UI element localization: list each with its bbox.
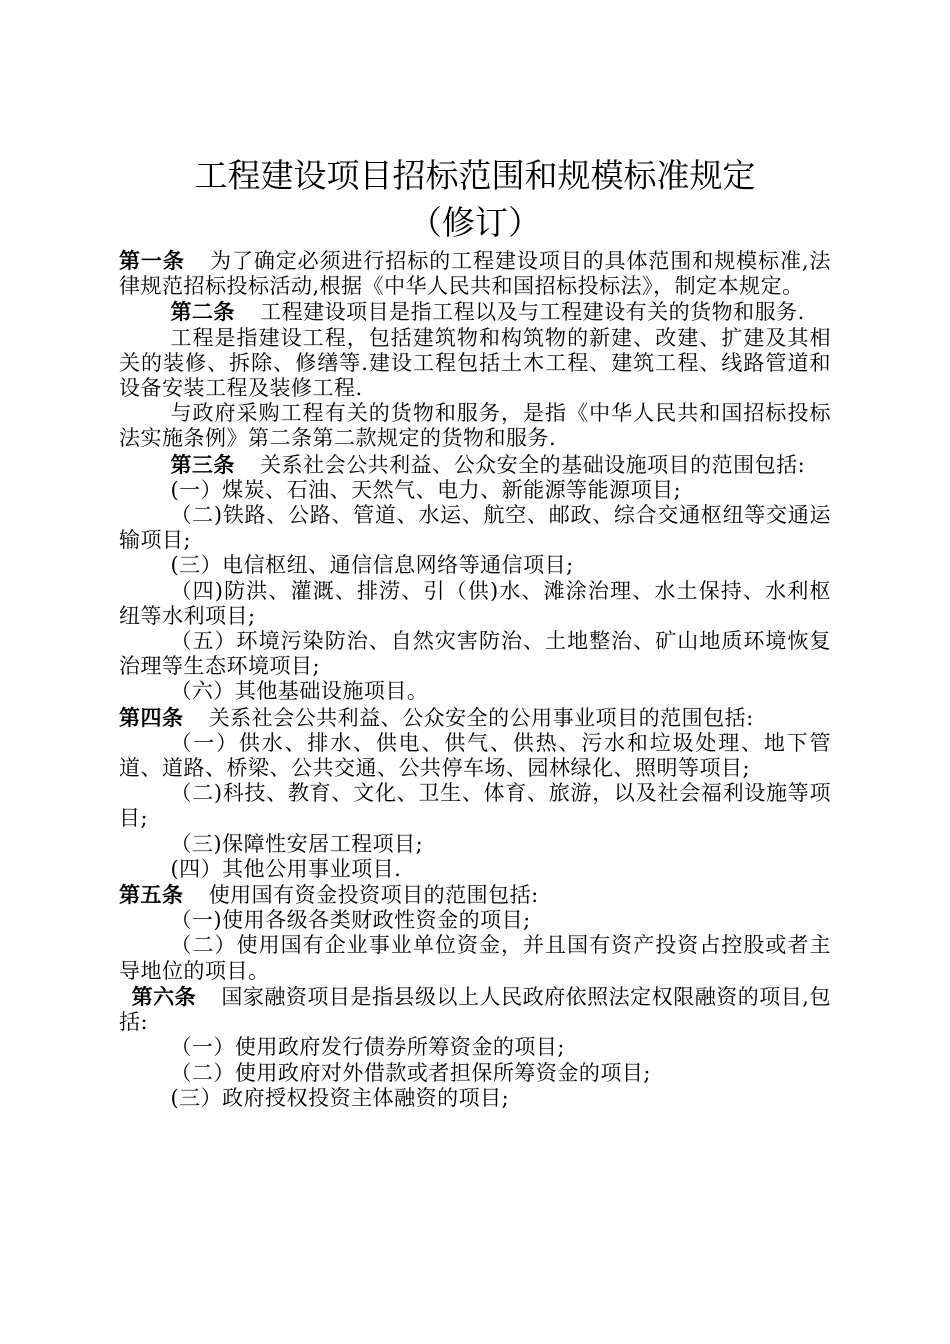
paragraph: 工程是指建设工程，包括建筑物和构筑物的新建、改建、扩建及其相关的装修、拆除、修缮等.建设工程包括土木工程、建筑工程、线路管道和设备安装工程及装修工程.	[119, 325, 831, 401]
list-item: （二)铁路、公路、管道、水运、航空、邮政、综合交通枢纽等交通运输项目;	[119, 503, 831, 553]
paragraph: 与政府采购工程有关的货物和服务，是指《中华人民共和国招标投标法实施条例》第二条第二款规定的货物和服务.	[119, 401, 831, 451]
article-5	[119, 882, 831, 908]
list-item: （一)使用各级各类财政性资金的项目;	[170, 908, 531, 933]
article-label: 第二条	[170, 299, 235, 325]
list-item: （三)保障性安居工程项目;	[170, 831, 424, 856]
document-title: 工程建设项目招标范围和规模标准规定	[194, 156, 756, 195]
article-text: 使用国有资金投资项目的范围包括:	[208, 883, 539, 908]
list-item: （二）使用政府对外借款或者担保所筹资金的项目;	[170, 1060, 652, 1085]
article-text: 工程建设项目是指工程以及与工程建设有关的货物和服务.	[260, 300, 805, 325]
list-item: （六）其他基础设施项目。	[170, 679, 429, 704]
article-text: 关系社会公共利益、公众安全的基础设施项目的范围包括:	[260, 452, 806, 477]
article-1	[119, 248, 831, 299]
list-item: (四）其他公用事业项目.	[170, 856, 402, 881]
list-item: （五）环境污染防治、自然灾害防治、土地整治、矿山地质环境恢复治理等生态环境项目;	[119, 629, 831, 679]
list-item: （一）使用政府发行债券所筹资金的项目;	[170, 1035, 566, 1060]
list-item: (一）煤炭、石油、天然气、电力、新能源等能源项目;	[170, 477, 682, 502]
article-label: 第三条	[170, 451, 235, 477]
list-item: (三）政府授权投资主体融资的项目;	[170, 1085, 510, 1110]
list-item: (三）电信枢纽、通信信息网络等通信项目;	[170, 553, 574, 578]
article-4	[119, 705, 831, 731]
document-subtitle: （修订）	[409, 203, 541, 242]
list-item: （一）供水、排水、供电、供气、供热、污水和垃圾处理、地下管道、道路、桥梁、公共交通、公共停车场、园林绿化、照明等项目;	[119, 730, 831, 781]
article-label: 第四条	[119, 704, 184, 730]
article-text: 关系社会公共利益、公众安全的公用事业项目的范围包括:	[208, 705, 754, 730]
article-label: 第一条	[119, 248, 185, 273]
article-6	[119, 984, 831, 1035]
article-text: 国家融资项目是指县级以上人民政府依照法定权限融资的项目,包括:	[119, 984, 831, 1035]
document-body	[119, 248, 831, 1111]
article-label: 第五条	[119, 882, 184, 908]
list-item: （四)防洪、灌溉、排涝、引（供)水、滩涂治理、水土保持、水利枢纽等水利项目;	[119, 578, 831, 628]
article-text: 为了确定必须进行招标的工程建设项目的具体范围和规模标准,法律规范招标投标活动,根据《中华人民共和国招标投标法》，制定本规定。	[119, 249, 831, 299]
article-2	[119, 299, 831, 325]
article-3	[119, 452, 831, 478]
list-item: （二）使用国有企业事业单位资金，并且国有资产投资占控股或者主导地位的项目。	[119, 933, 831, 983]
list-item: （二)科技、教育、文化、卫生、体育、旅游，以及社会福利设施等项目;	[119, 781, 831, 831]
article-label: 第六条	[131, 983, 197, 1009]
